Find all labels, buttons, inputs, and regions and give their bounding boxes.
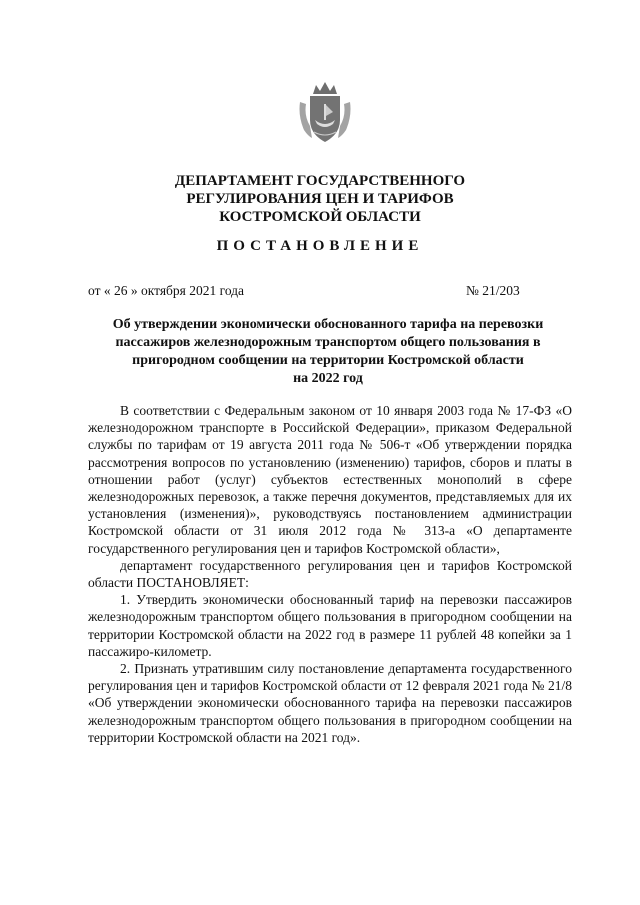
subject-line: пригородном сообщении на территории Костромской области <box>132 353 524 368</box>
document-subject <box>88 316 568 388</box>
document-body <box>88 402 572 746</box>
clause-2-paragraph: 2. Признать утратившим силу постановление департамента государственного регулирования цен и тарифов Костромской области от 12 февраля 2021 года № 21/8 «Об утверждении экономически обоснованного тарифа на перевозки пассажиров железнодорожным транспортом общего пользования в пригородном сообщении на территории Костромской области на 2021 год». <box>88 661 572 745</box>
department-line: РЕГУЛИРОВАНИЯ ЦЕН И ТАРИФОВ <box>186 191 454 207</box>
subject-line: Об утверждении экономически обоснованного тарифа на перевозки <box>112 317 544 332</box>
document-date: от « 26 » октября 2021 года <box>88 283 245 298</box>
document-number: № 21/203 <box>466 283 520 298</box>
department-name <box>120 172 520 226</box>
document-type-title: ПОСТАНОВЛЕНИЕ <box>216 238 424 254</box>
preamble-paragraph: В соответствии с Федеральным законом от 10 января 2003 года № 17-ФЗ «О железнодорожном транспорте в Российской Федерации», приказом Федеральной службы по тарифам от 19 августа 2011 года № 506-т «Об утверждении порядка рассмотрения вопросов по установлению (изменению) тарифов, сборов и платы в отношении работ (услуг) субъектов естественных монополий в сфере железнодорожных перевозок, а также перечня документов, представляемых для их установления (изменения)», руководствуясь постановлением администрации Костромской области от 31 июля 2012 года № 313-а «О департаменте государственного регулирования цен и тарифов Костромской области», <box>88 403 572 556</box>
clause-1-paragraph: 1. Утвердить экономически обоснованный тариф на перевозки пассажиров железнодорожным транспортом общего пользования в пригородном сообщении на территории Костромской области на 2022 год в размере 11 рублей 48 копейки за 1 пассажиро-километр. <box>88 592 572 659</box>
resolves-paragraph: департамент государственного регулирования цен и тарифов Костромской области ПОСТАНОВЛЯЕТ: <box>88 557 572 591</box>
coat-of-arms-icon <box>296 80 354 146</box>
department-line: ДЕПАРТАМЕНТ ГОСУДАРСТВЕННОГО <box>174 173 466 189</box>
department-line: КОСТРОМСКОЙ ОБЛАСТИ <box>219 209 421 225</box>
subject-line: пассажиров железнодорожным транспортом общего пользования в <box>115 335 541 350</box>
subject-line: на 2022 год <box>293 371 363 386</box>
